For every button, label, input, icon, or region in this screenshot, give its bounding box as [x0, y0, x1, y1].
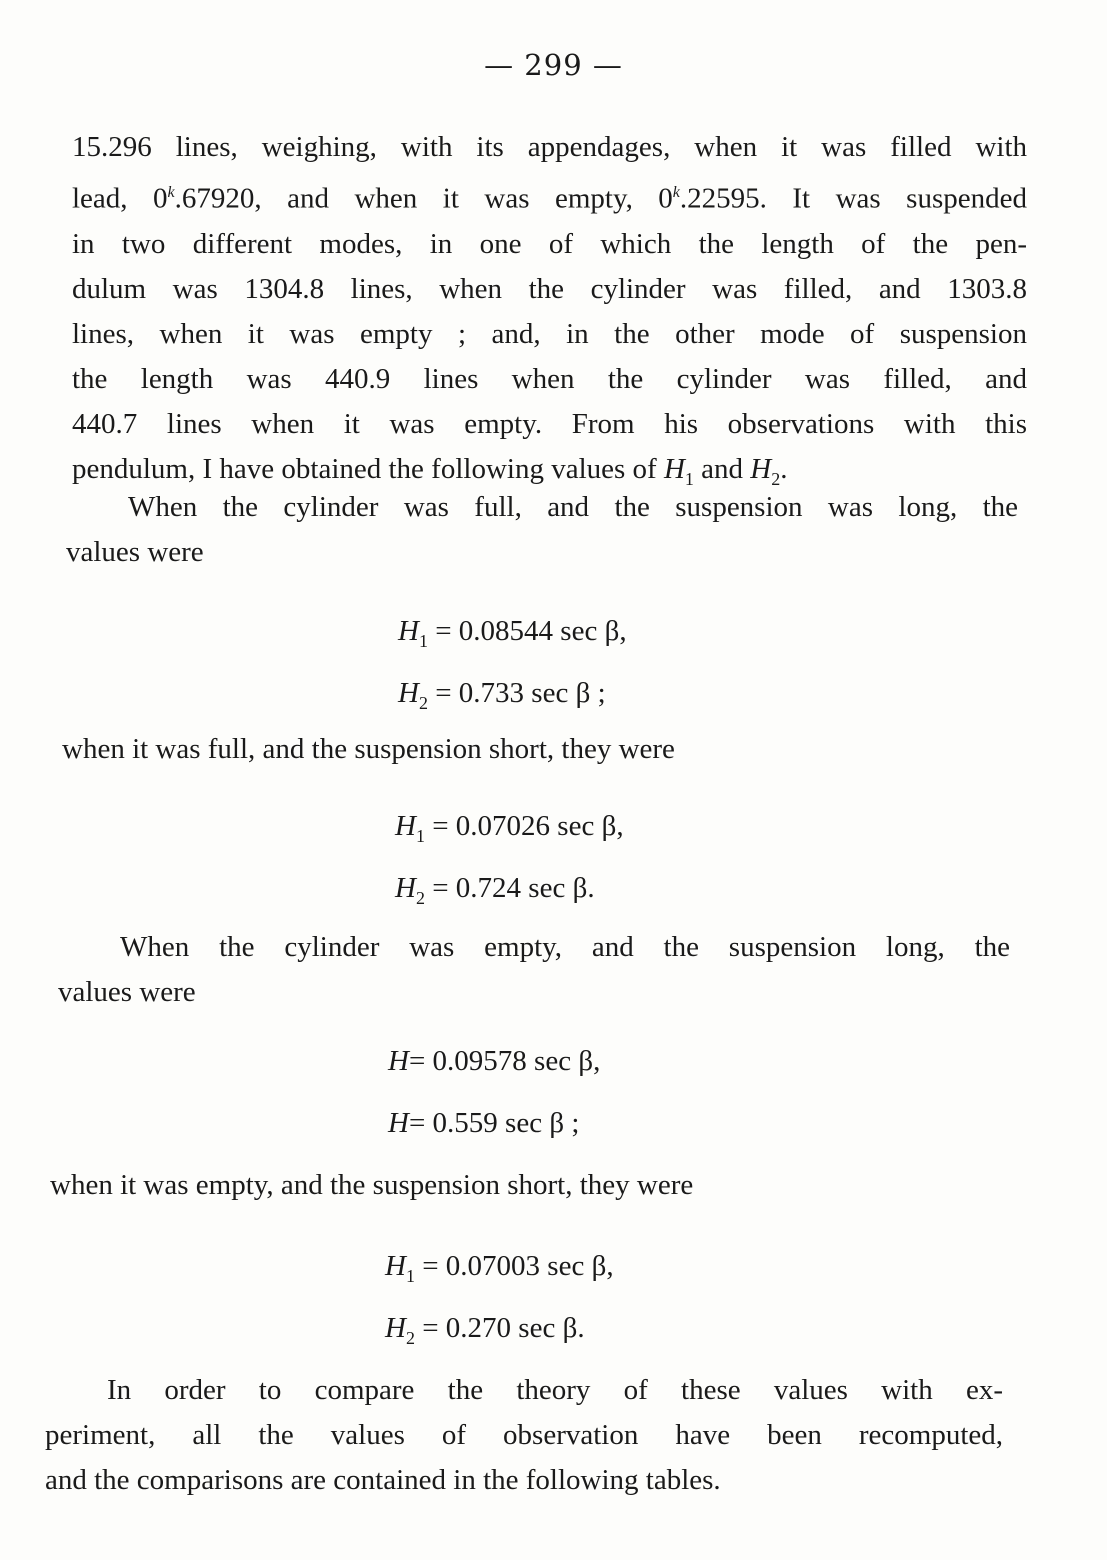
text-segment: pendulum, I have obtained the following values of	[72, 452, 657, 485]
text-line: values were	[66, 536, 204, 568]
text-line: when it was full, and the suspension short, they were	[62, 733, 675, 765]
paragraph-pendulum-description	[72, 125, 1027, 501]
unit-superscript: k	[167, 184, 175, 201]
equation-block-empty-short	[385, 1240, 614, 1364]
text-line: dulum was 1304.8 lines, when the cylinder was filled, and 1303.8	[72, 272, 1027, 305]
paragraph-comparison	[45, 1368, 1003, 1503]
text-line: and the comparisons are contained in the following tables.	[45, 1464, 721, 1496]
text-segment: lead, 0	[72, 182, 168, 215]
text-line: lines, when it was empty ; and, in the other mode of suspension	[72, 317, 1027, 350]
text-line: When the cylinder was empty, and the suspension long, the	[120, 931, 1010, 963]
paragraph-empty-long	[58, 925, 1010, 1015]
unit-superscript: k	[672, 184, 680, 201]
text-line: pendulum, I have obtained the following values of $H_1$ and $H_2$.	[72, 452, 788, 489]
text-line: values were	[58, 976, 196, 1008]
paragraph-empty-short	[50, 1163, 840, 1208]
equation: H= 0.09578 sec β,	[388, 1045, 601, 1077]
text-segment: .67920, and when it was empty, 0	[174, 182, 673, 215]
text-segment: and	[701, 452, 744, 485]
text-line: In order to compare the theory of these values with ex-	[107, 1374, 1003, 1406]
equation: $H_1 = 0.07026$ sec β,	[395, 810, 624, 846]
equation-block-full-long	[398, 605, 627, 729]
text-line: 15.296 lines, weighing, with its appendages, when it was filled with	[72, 131, 1027, 163]
equation-block-empty-long	[388, 1035, 600, 1159]
text-line: When the cylinder was full, and the suspension was long, the	[128, 491, 1018, 523]
page-number: — 299 —	[484, 48, 623, 82]
math-variable: $H_1$	[663, 452, 694, 489]
text-line: the length was 440.9 lines when the cylinder was filled, and	[72, 362, 1027, 395]
equation: $H_2 = 0.270$ sec β.	[385, 1311, 585, 1348]
text-line: when it was empty, and the suspension short, they were	[50, 1169, 694, 1201]
paragraph-full-long	[66, 485, 1018, 575]
text-line	[72, 170, 1027, 222]
text-line: 440.7 lines when it was empty. From his observations with this	[72, 407, 1027, 440]
equation: $H_2 = 0.733$ sec β ;	[398, 676, 606, 713]
paragraph-full-short	[62, 727, 802, 772]
equation: $H_2 = 0.724$ sec β.	[395, 871, 595, 908]
text-segment: .22595. It was suspended	[679, 182, 1027, 215]
text-line: periment, all the values of observation have been recomputed,	[45, 1419, 1003, 1451]
equation: $H_1 = 0.08544$ sec β,	[398, 615, 627, 651]
text-line: in two different modes, in one of which the length of the pen-	[72, 227, 1027, 260]
equation: H= 0.559 sec β ;	[388, 1106, 580, 1139]
equation: $H_1 = 0.07003$ sec β,	[385, 1250, 614, 1286]
math-variable: $H_2$	[750, 452, 781, 489]
equation-block-full-short	[395, 800, 624, 924]
